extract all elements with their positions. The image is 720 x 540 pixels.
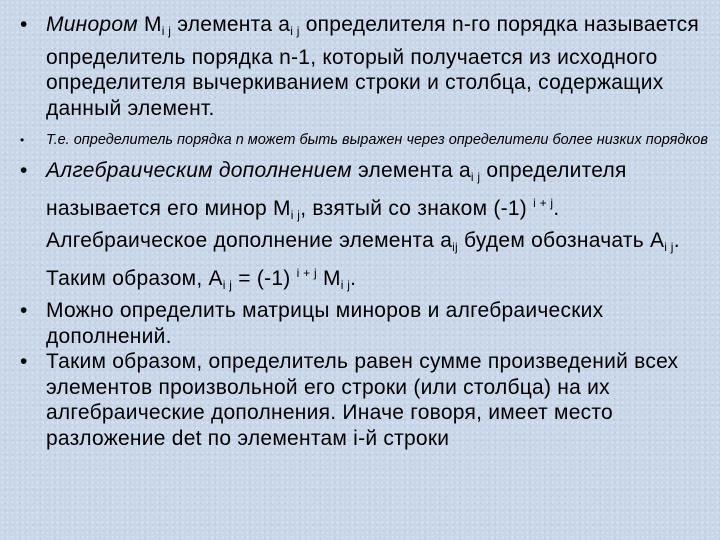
bullet-marker: • xyxy=(20,350,28,373)
subscript: i j xyxy=(290,207,301,222)
text-fragment: определителя n-го порядка называется определитель порядка n-1, который получается из исходного определителя вычеркиванием строки и столбца, содержащих данный элемент. xyxy=(46,13,699,120)
bullet-lower-order-note xyxy=(20,127,710,153)
bullet-list xyxy=(20,12,710,451)
superscript: i + j xyxy=(533,195,554,210)
subscript: i j xyxy=(340,277,351,292)
text-fragment: , взятый со знаком (-1) xyxy=(300,196,534,220)
subscript: ij xyxy=(452,240,458,254)
term-minor: Минором xyxy=(46,13,138,36)
text-fragment: . Таким образом, A xyxy=(46,229,680,290)
bullet-minor-definition xyxy=(20,12,710,121)
subscript: i j xyxy=(290,24,300,38)
text-fragment: элемента a xyxy=(171,13,291,36)
bullet-marker: • xyxy=(20,299,28,322)
term-cofactor: Алгебраическим дополнением xyxy=(46,159,352,182)
subscript: i j xyxy=(470,170,481,184)
text-fragment: элемента a xyxy=(351,159,471,182)
subscript: i j xyxy=(664,240,674,254)
text-fragment: . Алгебраическое дополнение элемента a xyxy=(46,196,560,252)
bullet-marker: • xyxy=(20,133,25,147)
text-fragment: M xyxy=(137,13,162,36)
text-fragment: = (-1) xyxy=(232,266,297,290)
bullet-marker: • xyxy=(20,13,28,36)
bullet-matrices-note xyxy=(20,298,710,349)
text-fragment: определителя называется его минор M xyxy=(46,159,627,220)
bullet-text: Можно определить матрицы миноров и алгебраических дополнений. xyxy=(46,299,604,348)
bullet-expansion xyxy=(20,349,710,451)
bullet-text: Таким образом, определитель равен сумме произведений всех элементов произвольной его строки (или столбца) на их алгебраические дополнения. Иначе говоря, имеет место разложение det по элементам i-й строки xyxy=(46,350,679,450)
bullet-marker: • xyxy=(20,159,28,182)
bullet-cofactor-definition xyxy=(20,158,710,298)
text-fragment: M xyxy=(316,266,341,290)
subscript: i j xyxy=(161,24,172,38)
text-fragment: . xyxy=(350,266,357,290)
subscript: i j xyxy=(222,277,233,292)
note-text: Т.е. определитель порядка n может быть выражен через определители более низких порядков xyxy=(46,132,708,148)
superscript: i + j xyxy=(296,265,317,280)
text-fragment: будем обозначать A xyxy=(457,229,665,252)
